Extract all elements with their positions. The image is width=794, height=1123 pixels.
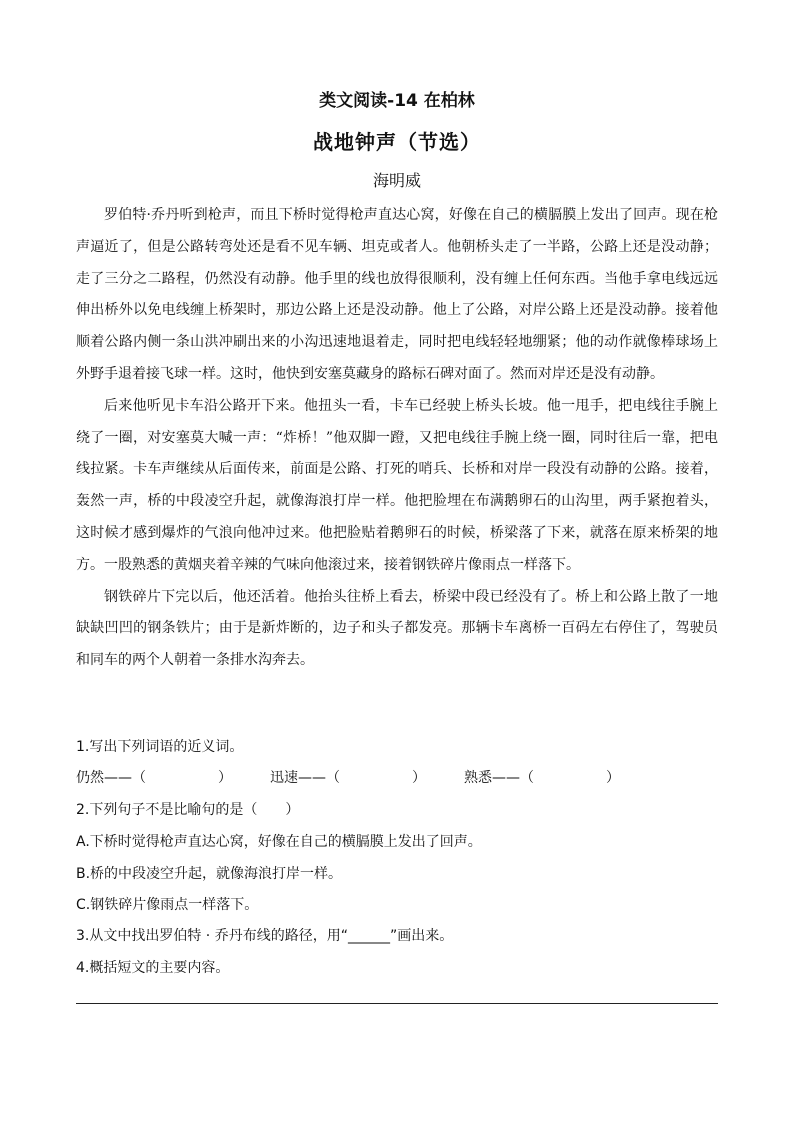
question-3-text-end: ”画出来。 [389, 928, 454, 944]
question-1: 1.写出下列词语的近义词。 [76, 739, 244, 755]
question-3 [76, 925, 718, 945]
page-title: 类文阅读-14 在柏林 [319, 91, 475, 111]
synonym-item-1-close: ） [218, 770, 232, 786]
synonym-item-1-label: 仍然——（ [76, 770, 146, 786]
synonym-item-2-close: ） [412, 770, 426, 786]
passage-body [76, 200, 718, 677]
question-2-option-a: A.下桥时觉得枪声直达心窝，好像在自己的横膈膜上发出了回声。 [76, 834, 482, 850]
passage-title: 战地钟声（节选） [313, 130, 481, 154]
question-1-items [76, 767, 718, 787]
question-3-underline-sample: ______ [347, 928, 390, 944]
question-3-text: 3.从文中找出罗伯特 · 乔丹布线的路径，用“ [76, 928, 348, 944]
answer-line[interactable] [76, 1003, 718, 1004]
question-2-option-b: B.桥的中段凌空升起，就像海浪打岸一样。 [76, 866, 343, 882]
passage-paragraph-3: 钢铁碎片下完以后，他还活着。他抬头往桥上看去，桥梁中段已经没有了。桥上和公路上散了一地缺缺凹凹的钢条铁片；由于是新炸断的，边子和头子都发亮。那辆卡车离桥一百码左右停住了，驾驶员和同车的两个人朝着一条排水沟奔去。 [76, 588, 718, 669]
passage-paragraph-2: 后来他听见卡车沿公路开下来。他扭头一看，卡车已经驶上桥头长坡。他一甩手，把电线往手腕上绕了一圈，对安塞莫大喊一声：“炸桥！”他双脚一蹬，又把电线往手腕上绕一圈，同时往后一靠，把电线拉紧。卡车声继续从后面传来，前面是公路、打死的哨兵、长桥和对岸一段没有动静的公路。接着，轰然一声，桥的中段凌空升起，就像海浪打岸一样。他把脸埋在布满鹅卵石的山沟里，两手紧抱着头，这时候才感到爆炸的气浪向他冲过来。他把脸贴着鹅卵石的时候，桥梁落了下来，就落在原来桥架的地方。一股熟悉的黄烟夹着辛辣的气味向他滚过来，接着钢铁碎片像雨点一样落下。 [76, 397, 718, 573]
question-2-option-c: C.钢铁碎片像雨点一样落下。 [76, 897, 259, 913]
passage-author: 海明威 [372, 171, 421, 190]
synonym-item-3-label: 熟悉——（ [464, 770, 534, 786]
passage-paragraph-1: 罗伯特·乔丹听到枪声，而且下桥时觉得枪声直达心窝，好像在自己的横膈膜上发出了回声。现在枪声逼近了，但是公路转弯处还是看不见车辆、坦克或者人。他朝桥头走了一半路，公路上还是没动静；走了三分之二路程，仍然没有动静。他手里的线也放得很顺利，没有缠上任何东西。当他手拿电线远远伸出桥外以免电线缠上桥架时，那边公路上还是没动静。他上了公路，对岸公路上还是没动静。接着他顺着公路内侧一条山洪冲刷出来的小沟迅速地退着走，同时把电线轻轻地绷紧；他的动作就像棒球场上外野手退着接飞球一样。这时，他快到安塞莫藏身的路标石碑对面了。然而对岸还是没有动静。 [76, 207, 718, 382]
question-2: 2.下列句子不是比喻句的是（ ） [76, 802, 300, 818]
synonym-item-3-close: ） [606, 770, 620, 786]
synonym-item-2-label: 迅速——（ [270, 770, 340, 786]
question-4: 4.概括短文的主要内容。 [76, 960, 230, 976]
